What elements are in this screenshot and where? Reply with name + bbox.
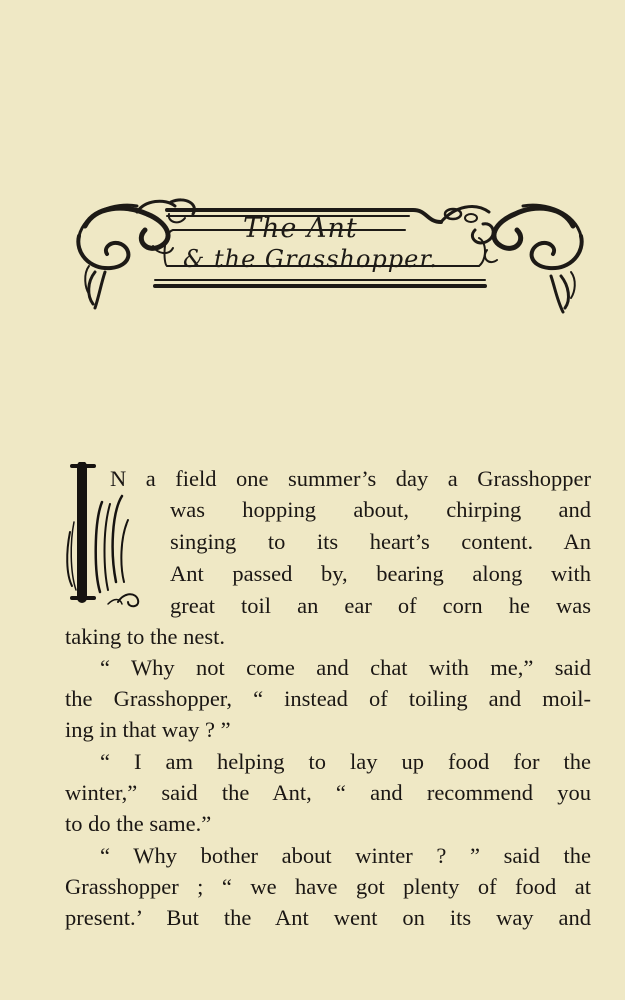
title-line-1: The Ant [243,213,358,244]
text-line-15: present.’ But the Ant went on its way and [65,905,591,930]
text-line-13: “ Why bother about winter ? ” said the [100,843,591,868]
text-line-7: “ Why not come and chat with me,” said [100,655,591,680]
title-line-2: & the Grasshopper. [183,245,438,273]
text-line-3: singing to its heart’s content. An [170,529,591,554]
title-banner [75,196,585,316]
text-line-14: Grasshopper ; “ we have got plenty of food at [65,874,591,899]
text-line-2: was hopping about, chirping and [170,497,591,522]
text-line-1: N a field one summer’s day a Grasshopper [110,466,591,491]
text-line-6: taking to the nest. [65,624,225,649]
text-line-12: to do the same.” [65,811,212,836]
text-line-5: great toil an ear of corn he was [170,593,591,618]
text-line-4: Ant passed by, bearing along with [170,561,591,586]
text-line-11: winter,” said the Ant, “ and recommend you [65,780,591,805]
text-line-9: ing in that way ? ” [65,717,231,742]
text-line-8: the Grasshopper, “ instead of toiling and moil- [65,686,591,711]
text-line-10: “ I am helping to lay up food for the [100,749,591,774]
